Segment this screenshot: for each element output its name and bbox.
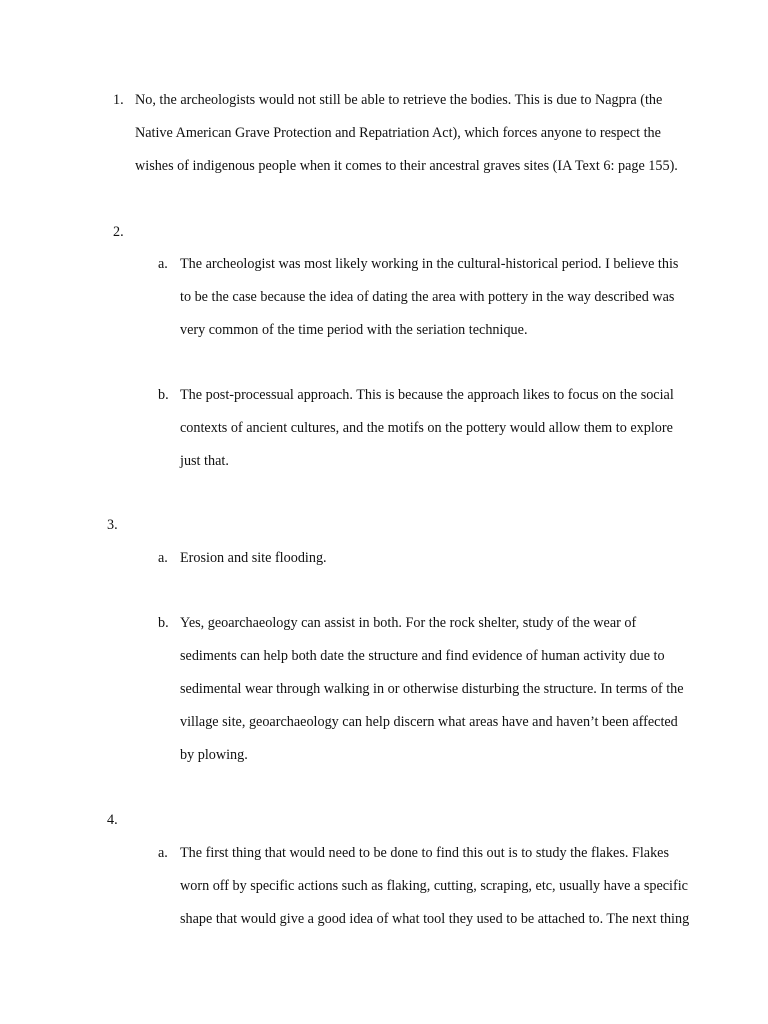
question-2a-marker: a. [158, 256, 168, 272]
answer-line: worn off by specific actions such as flaking, cutting, scraping, etc, usually have a specific [180, 878, 688, 894]
question-3b-answer [180, 607, 684, 772]
question-3b-marker: b. [158, 615, 169, 631]
answer-line: to be the case because the idea of dating the area with pottery in the way described was [180, 289, 675, 305]
answer-line: sediments can help both date the structure and find evidence of human activity due to [180, 648, 665, 664]
answer-line: The archeologist was most likely working in the cultural-historical period. I believe this [180, 256, 679, 272]
answer-line: wishes of indigenous people when it comes to their ancestral graves sites (IA Text 6: page 155). [135, 158, 678, 174]
question-3a-answer [180, 542, 327, 575]
answer-line: Native American Grave Protection and Repatriation Act), which forces anyone to respect the [135, 125, 661, 141]
answer-line: Yes, geoarchaeology can assist in both. For the rock shelter, study of the wear of [180, 615, 637, 631]
answer-line: No, the archeologists would not still be able to retrieve the bodies. This is due to Nagpra (the [135, 92, 663, 108]
answer-line: The post-processual approach. This is because the approach likes to focus on the social [180, 387, 674, 403]
question-4a-marker: a. [158, 845, 168, 861]
question-2-number: 2. [113, 224, 124, 240]
answer-line: by plowing. [180, 747, 248, 763]
question-3-number: 3. [107, 517, 118, 533]
answer-line: contexts of ancient cultures, and the motifs on the pottery would allow them to explore [180, 420, 673, 436]
answer-line: just that. [180, 453, 229, 469]
question-4a-answer [180, 837, 689, 936]
question-3a-marker: a. [158, 550, 168, 566]
question-4-number: 4. [107, 812, 118, 828]
question-2b-marker: b. [158, 387, 169, 403]
question-1-answer [135, 84, 678, 183]
question-2b-answer [180, 379, 674, 478]
answer-line: Erosion and site flooding. [180, 550, 327, 566]
question-1-number: 1. [113, 92, 124, 108]
answer-line: very common of the time period with the seriation technique. [180, 322, 528, 338]
answer-line: The first thing that would need to be done to find this out is to study the flakes. Flakes [180, 845, 670, 861]
answer-line: village site, geoarchaeology can help discern what areas have and haven’t been affected [180, 714, 678, 730]
question-2a-answer [180, 248, 678, 347]
answer-line: sedimental wear through walking in or otherwise disturbing the structure. In terms of the [180, 681, 684, 697]
answer-line: shape that would give a good idea of what tool they used to be attached to. The next thing [180, 911, 690, 927]
